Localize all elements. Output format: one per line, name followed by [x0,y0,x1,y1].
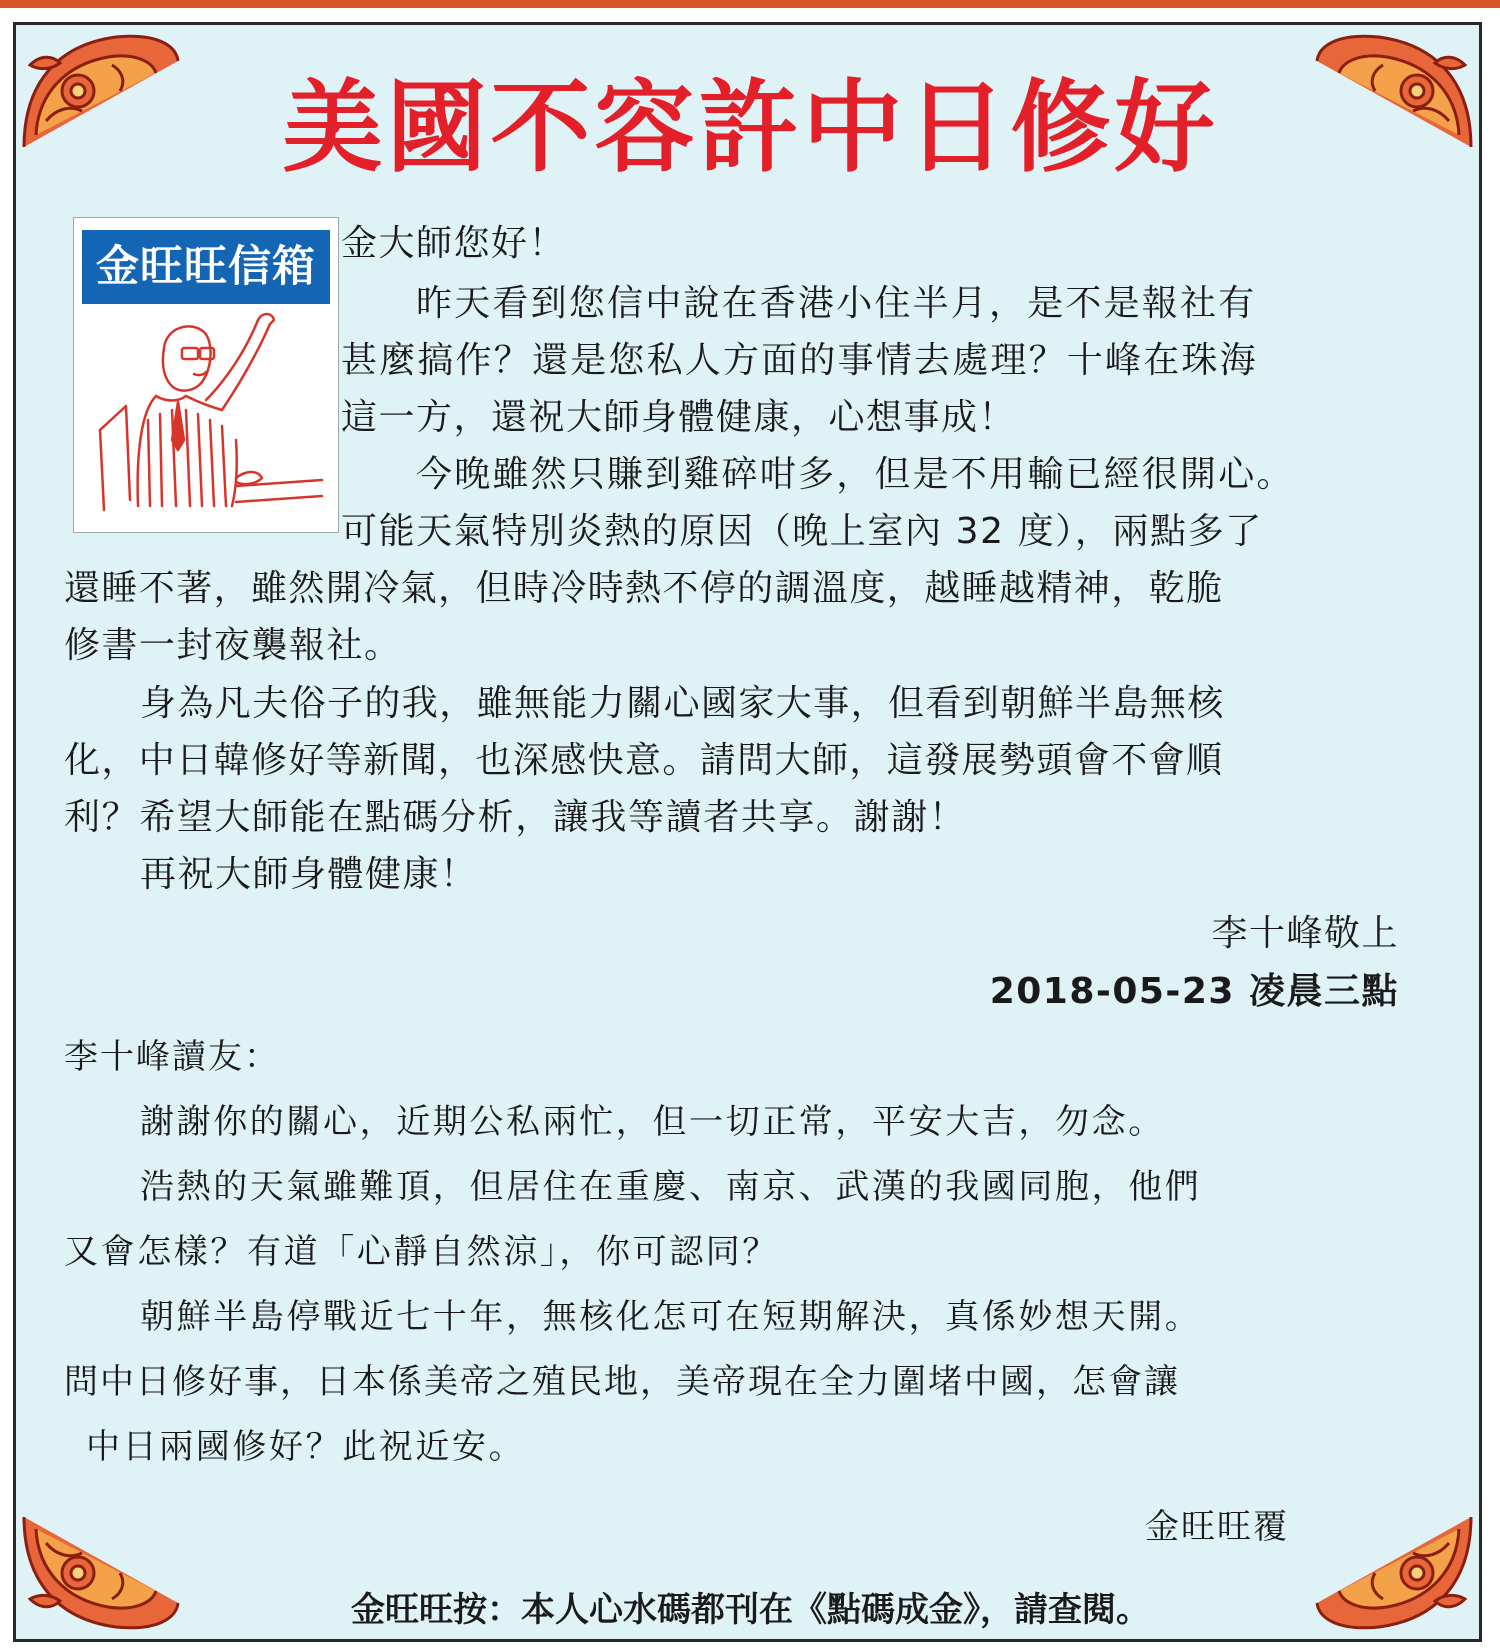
columnist-illustration-icon [86,310,328,526]
letter-signature: 李十峰敬上 [1211,913,1399,954]
letter-line: 身為凡夫俗子的我，雖無能力關心國家大事，但看到朝鮮半島無核 [140,683,1225,724]
letter-line: 這一方，還祝大師身體健康，心想事成！ [341,397,1017,438]
letter-salutation: 金大師您好！ [341,223,567,264]
reply-salutation: 李十峰讀友： [64,1037,280,1077]
article-frame [13,22,1482,1642]
editor-note: 金旺旺按：本人心水碼都刊在《點碼成金》，請查閱。 [351,1590,1150,1630]
letter-line: 修書一封夜襲報社。 [64,625,402,666]
letter-line: 利？希望大師能在點碼分析，讓我等讀者共享。謝謝！ [64,797,967,838]
reply-line: 浩熱的天氣雖難頂，但居住在重慶、南京、武漢的我國同胞，他們 [140,1167,1202,1207]
letter-line: 還睡不著，雖然開冷氣，但時冷時熱不停的調溫度，越睡越精神，乾脆 [64,568,1224,609]
headline: 美國不容許中日修好 [282,68,1219,186]
reply-line: 謝謝你的關心，近期公私兩忙，但一切正常，平安大吉，勿念。 [140,1102,1165,1142]
reply-line: 問中日修好事，日本係美帝之殖民地，美帝現在全力圍堵中國，怎會讓 [64,1362,1180,1402]
letter-line: 化，中日韓修好等新聞，也深感快意。請問大師，這發展勢頭會不會順 [64,740,1224,781]
reply-signature: 金旺旺覆 [1145,1507,1289,1547]
top-rule [0,0,1500,8]
letter-line: 昨天看到您信中說在香港小住半月，是不是報社有 [416,283,1257,324]
letter-line: 可能天氣特別炎熱的原因（晚上室內 32 度），兩點多了 [341,511,1263,552]
reply-line: 朝鮮半島停戰近七十年，無核化怎可在短期解決，真係妙想天開。 [140,1297,1202,1337]
reply-line: 又會怎樣？有道「心靜自然涼」，你可認同？ [64,1232,779,1272]
letter-date: 2018-05-23 凌晨三點 [989,971,1399,1012]
letter-line: 再祝大師身體健康！ [140,854,478,895]
reply-line: 中日兩國修好？此祝近安。 [86,1427,526,1467]
column-badge [73,217,339,533]
letter-line: 甚麼搞作？還是您私人方面的事情去處理？十峰在珠海 [341,340,1258,381]
letter-line: 今晚雖然只賺到雞碎咁多，但是不用輸已經很開心。 [416,454,1295,495]
column-label: 金旺旺信箱 [82,230,330,304]
